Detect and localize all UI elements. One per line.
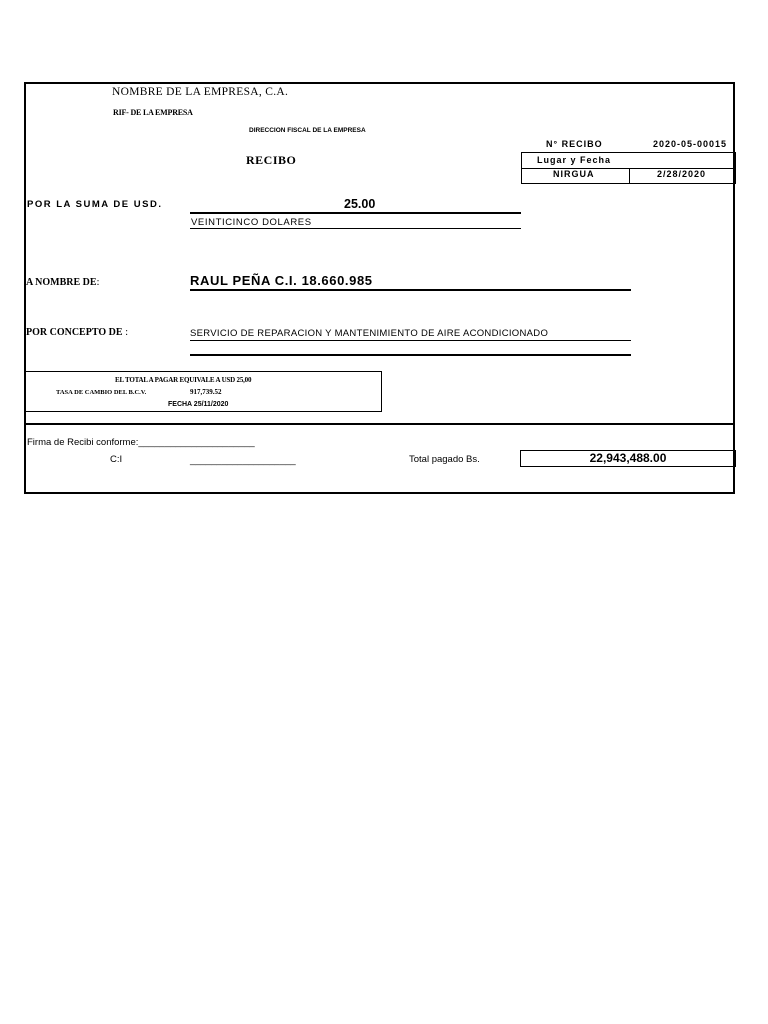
total-paid-label: Total pagado Bs.: [409, 454, 480, 465]
amount-words: VEINTICINCO DOLARES: [191, 217, 312, 228]
company-rif: RIF- DE LA EMPRESA: [113, 108, 193, 117]
ci-label: C:I: [110, 454, 123, 465]
total-paid-value: 22,943,488.00: [589, 451, 667, 465]
exchange-total-text: EL TOTAL A PAGAR EQUIVALE A USD 25,00: [115, 376, 252, 384]
receipt-number-value: 2020-05-00015: [653, 139, 728, 149]
exchange-date: FECHA 25/11/2020: [168, 401, 229, 408]
payee-underline: [190, 289, 631, 291]
concept-underline-2: [190, 354, 631, 356]
amount-words-underline: [190, 228, 521, 229]
place-date-label: Lugar y Fecha: [537, 155, 612, 165]
concept-label-colon: :: [125, 327, 129, 338]
concept-label-wrap: [26, 327, 128, 338]
receipt-title: RECIBO: [246, 153, 297, 167]
concept-label: POR CONCEPTO DE: [26, 327, 123, 338]
payee-label-wrap: [26, 277, 99, 288]
place-value: NIRGUA: [553, 169, 595, 179]
company-address: DIRECCION FISCAL DE LA EMPRESA: [249, 127, 366, 134]
receipt-frame: [24, 82, 735, 494]
amount-label: POR LA SUMA DE USD.: [27, 199, 163, 210]
concept-value: SERVICIO DE REPARACION Y MANTENIMIENTO DE AIRE ACONDICIONADO: [190, 328, 549, 339]
exchange-rate-value: 917,739.52: [190, 388, 222, 396]
ci-line: ____________________: [190, 455, 296, 466]
footer-separator: [24, 423, 735, 425]
payee-label: A NOMBRE DE: [26, 277, 97, 288]
exchange-rate-label: TASA DE CAMBIO DEL B.C.V.: [56, 389, 147, 396]
amount-value: 25.00: [344, 197, 376, 211]
signature-field: Firma de Recibi conforme:______________________: [27, 437, 255, 448]
payee-label-colon: :: [96, 277, 100, 288]
payee-value: RAUL PEÑA C.I. 18.660.985: [190, 273, 373, 288]
concept-underline-1: [190, 340, 631, 341]
amount-underline: [190, 212, 521, 214]
company-name: NOMBRE DE LA EMPRESA, C.A.: [112, 86, 289, 98]
receipt-number-label: N° RECIBO: [546, 139, 603, 149]
date-value: 2/28/2020: [657, 169, 707, 179]
